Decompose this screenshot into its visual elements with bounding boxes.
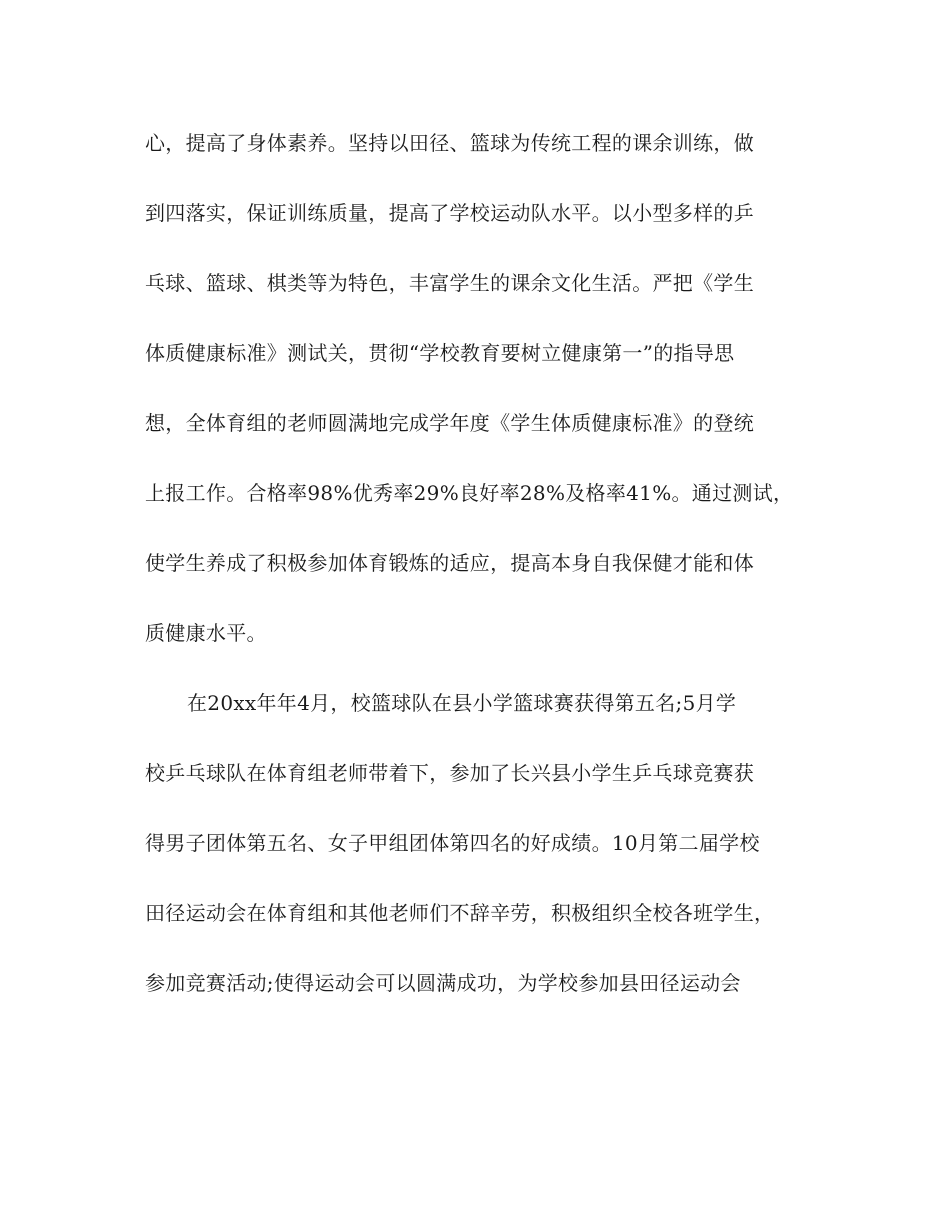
text-line: 得男子团体第五名、女子甲组团体第四名的好成绩。10月第二届学校 [145, 831, 760, 855]
text-line: 想，全体育组的老师圆满地完成学年度《学生体质健康标准》的登统 [145, 411, 754, 435]
text-line: 使学生养成了积极参加体育锻炼的适应，提高本身自我保健才能和体 [145, 551, 754, 575]
text-line: 参加竞赛活动;使得运动会可以圆满成功，为学校参加县田径运动会 [145, 971, 741, 995]
text-line: 上报工作。合格率98%优秀率29%良好率28%及格率41%。通过测试， [145, 481, 794, 505]
text-line: 乓球、篮球、棋类等为特色，丰富学生的课余文化生活。严把《学生 [145, 271, 754, 295]
text-line: 心，提高了身体素养。坚持以田径、篮球为传统工程的课余训练，做 [145, 131, 754, 155]
text-line: 到四落实，保证训练质量，提高了学校运动队水平。以小型多样的乒 [145, 201, 754, 225]
text-line: 质健康水平。 [145, 621, 267, 645]
text-line: 体质健康标准》测试关，贯彻“学校教育要树立健康第一”的指导思 [145, 341, 735, 365]
paragraph-first-line: 在20xx年年4月，校篮球队在县小学篮球赛获得第五名;5月学 [187, 691, 737, 715]
text-line: 田径运动会在体育组和其他老师们不辞辛劳，积极组织全校各班学生， [145, 901, 775, 925]
text-line: 校乒乓球队在体育组老师带着下，参加了长兴县小学生乒乓球竞赛获 [145, 761, 754, 785]
